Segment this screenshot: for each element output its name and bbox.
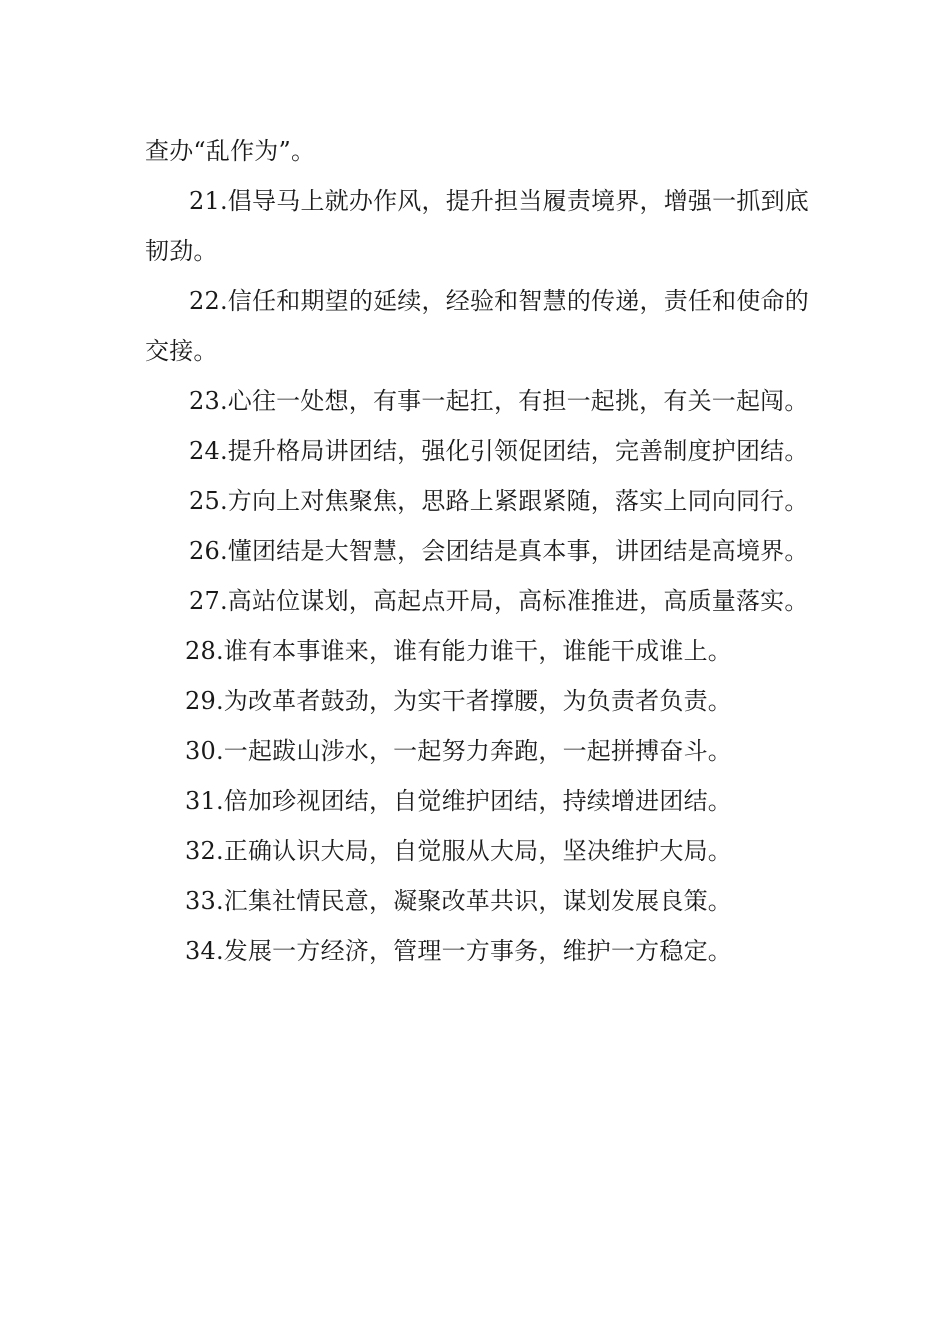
- paragraph-item-29: 29.为改革者鼓劲，为实干者撑腰，为负责者负责。: [185, 687, 732, 715]
- paragraph-item-28: 28.谁有本事谁来，谁有能力谁干，谁能干成谁上。: [185, 637, 732, 665]
- document-body: [145, 126, 809, 976]
- paragraph-item-25: 25.方向上对焦聚焦，思路上紧跟紧随，落实上同向同行。: [189, 487, 809, 515]
- paragraph-item-34: 34.发展一方经济，管理一方事务，维护一方稳定。: [185, 937, 732, 965]
- paragraph-continuation: 查办“乱作为”。: [145, 137, 316, 165]
- paragraph-item-32: 32.正确认识大局，自觉服从大局，坚决维护大局。: [185, 837, 732, 865]
- paragraph-item-22: 22.信任和期望的延续，经验和智慧的传递，责任和使命的交接。: [145, 287, 809, 365]
- paragraph-item-31: 31.倍加珍视团结，自觉维护团结，持续增进团结。: [185, 787, 732, 815]
- paragraph-item-27: 27.高站位谋划，高起点开局，高标准推进，高质量落实。: [189, 587, 809, 615]
- paragraph-item-33: 33.汇集社情民意，凝聚改革共识，谋划发展良策。: [185, 887, 732, 915]
- paragraph-item-30: 30.一起跋山涉水，一起努力奔跑，一起拼搏奋斗。: [185, 737, 732, 765]
- paragraph-item-21: 21.倡导马上就办作风，提升担当履责境界，增强一抓到底韧劲。: [145, 187, 809, 265]
- paragraph-item-24: 24.提升格局讲团结，强化引领促团结，完善制度护团结。: [189, 437, 809, 465]
- paragraph-item-26: 26.懂团结是大智慧，会团结是真本事，讲团结是高境界。: [189, 537, 809, 565]
- paragraph-item-23: 23.心往一处想，有事一起扛，有担一起挑，有关一起闯。: [189, 387, 809, 415]
